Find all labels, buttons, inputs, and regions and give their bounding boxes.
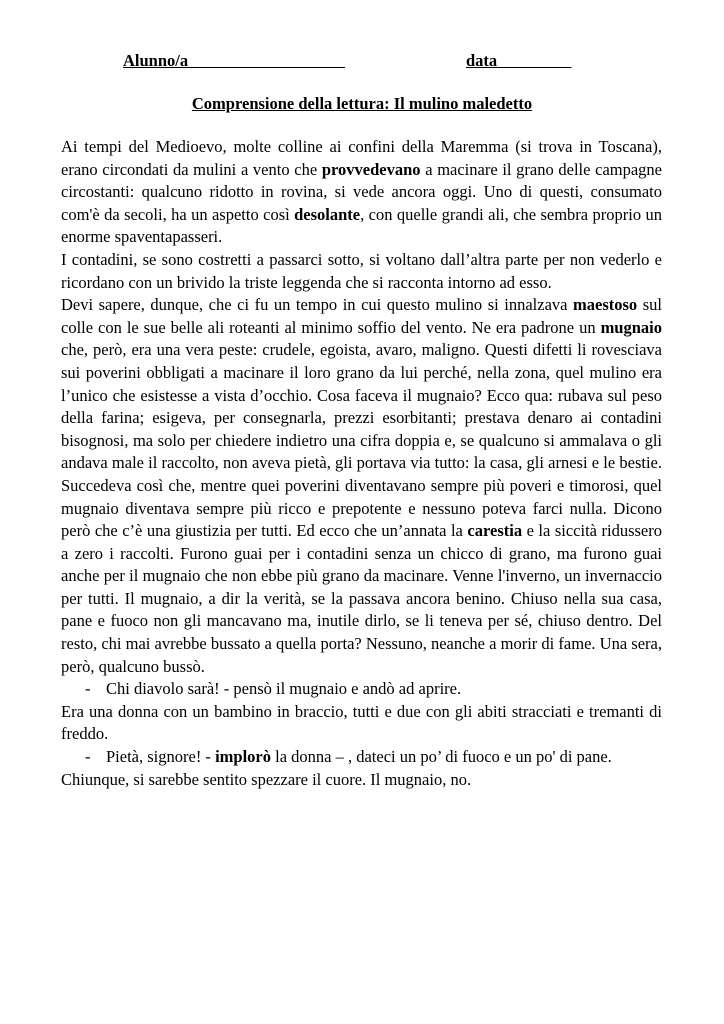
keyword-desolante: desolante	[294, 204, 361, 224]
paragraph-2: I contadini, se sono costretti a passarci sotto, si voltano dall’altra parte per non vederlo e ricordano con un brivido la triste leggenda che si racconta intorno ad esso.	[61, 249, 662, 292]
text-run: Devi sapere, dunque, che ci fu un tempo in cui questo mulino si innalzava	[61, 295, 574, 315]
paragraph-4: Era una donna con un bambino in braccio, tutti e due con gli abiti stracciati e tremanti di freddo.	[61, 701, 662, 744]
date-field[interactable]	[466, 51, 571, 71]
paragraph-1	[61, 136, 662, 249]
keyword-provvedevano: provvedevano	[321, 159, 421, 179]
date-label: data	[466, 51, 498, 70]
keyword-maestoso: maestoso	[573, 295, 638, 315]
text-run: sul colle con le sue belle ali roteanti al minimo soffio del vento. Ne era padrone un	[61, 295, 662, 337]
dialog-text: Pietà, signore! -	[106, 747, 216, 767]
student-name-field[interactable]	[123, 51, 345, 71]
reading-text	[61, 136, 662, 791]
keyword-imploro: implorò	[215, 747, 271, 767]
text-run: Ai tempi del Medioevo, molte colline ai confini della Maremma (si trova in Toscana), erano circondati da mulini a vento che	[61, 137, 662, 179]
dialog-text: Chi diavolo sarà! - pensò il mugnaio e andò ad aprire.	[106, 679, 462, 699]
dialog-line-1	[61, 678, 662, 701]
text-run: e la siccità ridussero a zero i raccolti. Furono guai per i contadini senza un chicco di grano, ma furono guai anche per il mugnaio che non ebbe più grano da macinare. Venne l'inverno, un invernaccio per tutti. Il mugnaio, a dir la verità, se la passava ancora benino. Chiuso nella sua casa, pane e fuoco non gli mancavano ma, inutile dirlo, se li teneva per sé, chiuso dentro. Del resto, chi mai avrebbe bussato a quella porta? Nessuno, neanche a morir di fame. Una sera, però, qualcuno bussò.	[61, 521, 662, 676]
paragraph-5: Chiunque, si sarebbe sentito spezzare il cuore. Il mugnaio, no.	[61, 769, 472, 789]
keyword-carestia: carestia	[467, 521, 523, 541]
worksheet-header	[0, 51, 724, 73]
page-title: Comprensione della lettura: Il mulino maledetto	[191, 94, 533, 113]
paragraph-3	[61, 294, 662, 678]
text-run: , con quelle grandi ali, che sembra proprio un enorme spaventapasseri.	[61, 204, 662, 247]
student-name-label: Alunno/a	[123, 51, 189, 70]
keyword-mugnaio: mugnaio	[600, 317, 662, 337]
text-run: che, però, era una vera peste: crudele, egoista, avaro, maligno. Questi difetti li rovesciava sui poverini obbligati a macinare il loro grano da lui perché, nella zona, quel mulino era l’unico che esistesse a vista d’occhio. Cosa faceva il mugnaio? Ecco qua: rubava sul peso della farina; esigeva, per consegnarla, prezzi esorbitanti; prestava denaro ai contadini bisognosi, ma solo per chiedere indietro una cifra doppia e, se qualcuno si ammalava o gli andava male il raccolto, non aveva pietà, gli portava via tutto: la casa, gli arnesi e le bestie. Succedeva così che, mentre quei poverini diventavano sempre più poveri e timorosi, quel mugnaio diventava sempre più ricco e prepotente e nessuno poteva farci nulla. Dicono però che c’è una giustizia per tutti. Ed ecco che un’annata la	[61, 340, 662, 541]
dash-mark: -	[85, 679, 91, 699]
dash-mark: -	[85, 747, 91, 767]
text-run: a macinare il grano delle campagne circostanti: qualcuno ridotto in rovina, si vede ancora oggi. Uno di questi, consumato com'è da secoli, ha un aspetto così	[61, 159, 662, 224]
dialog-text: la donna – , dateci un po’ di fuoco e un po' di pane.	[270, 747, 612, 767]
dialog-line-2	[61, 746, 662, 769]
